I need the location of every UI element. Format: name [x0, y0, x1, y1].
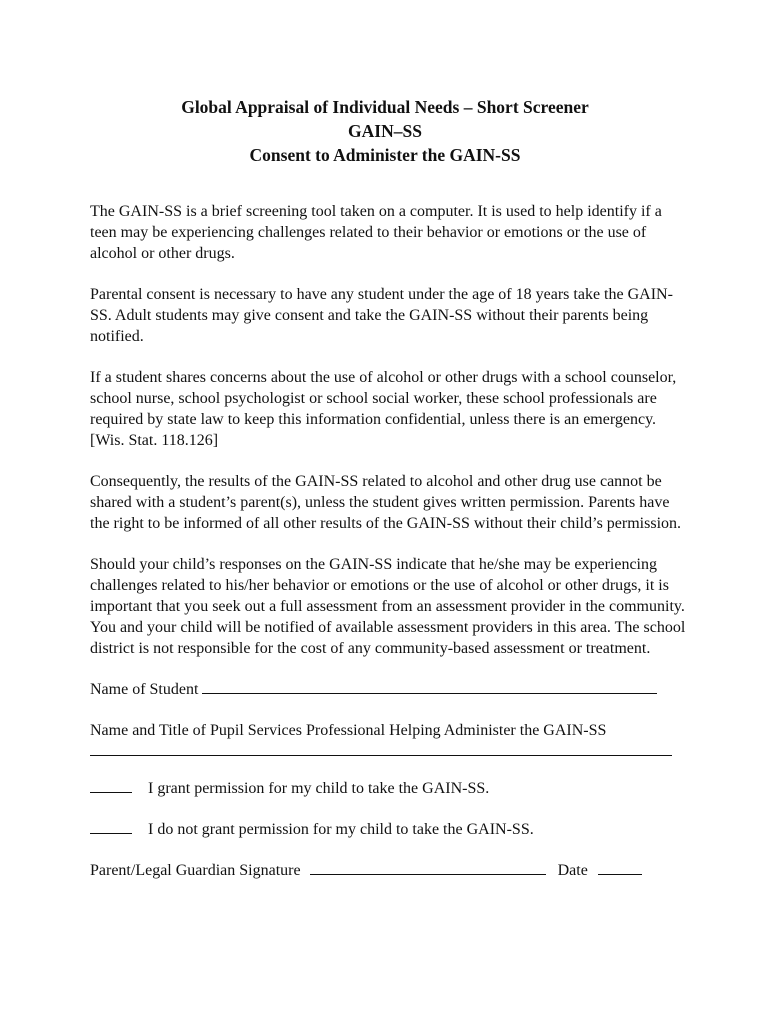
- document-body: [90, 201, 690, 901]
- grant-permission-blank[interactable]: [90, 778, 132, 793]
- paragraph-intro: The GAIN-SS is a brief screening tool taken on a computer. It is used to help identify if a teen may be experiencing challenges related to their behavior or emotions or the use of alcohol or other drugs.: [90, 203, 662, 262]
- date-label: Date: [557, 862, 588, 879]
- title-line-1: Global Appraisal of Individual Needs – Short Screener: [181, 97, 589, 117]
- professional-field: [90, 720, 690, 756]
- deny-permission-option: [90, 819, 690, 840]
- paragraph-confidentiality: If a student shares concerns about the use of alcohol or other drugs with a school counselor, school nurse, school psychologist or school social worker, these school professionals are required by state law to keep this information confidential, unless there is an emergency. [Wis. Stat. 118.126]: [90, 369, 677, 449]
- student-name-field: [90, 679, 690, 700]
- title-line-2: GAIN–SS: [348, 121, 422, 141]
- signature-label: Parent/Legal Guardian Signature: [90, 862, 301, 879]
- paragraph-assessment-referral: Should your child’s responses on the GAIN-SS indicate that he/she may be experiencing challenges related to his/her behavior or emotions or the use of alcohol or other drugs, it is important that you seek out a full assessment from an assessment provider in the community. You and your child will be notified of available assessment providers in this area. The school district is not responsible for the cost of any community-based assessment or treatment.: [90, 556, 686, 657]
- deny-permission-label: I do not grant permission for my child to take the GAIN-SS.: [148, 821, 534, 838]
- student-name-label: Name of Student: [90, 681, 199, 698]
- grant-permission-option: [90, 778, 690, 799]
- document-title: [0, 95, 770, 167]
- professional-blank[interactable]: [90, 741, 672, 756]
- professional-label: Name and Title of Pupil Services Professional Helping Administer the GAIN-SS: [90, 722, 607, 739]
- date-blank[interactable]: [598, 860, 642, 875]
- paragraph-parental-consent: Parental consent is necessary to have any student under the age of 18 years take the GAIN-SS. Adult students may give consent and take the GAIN-SS without their parents being notified.: [90, 286, 673, 345]
- student-name-blank[interactable]: [202, 679, 657, 694]
- title-line-3: Consent to Administer the GAIN-SS: [249, 145, 521, 165]
- paragraph-results-sharing: Consequently, the results of the GAIN-SS related to alcohol and other drug use cannot be shared with a student’s parent(s), unless the student gives written permission. Parents have the right to be informed of all other results of the GAIN-SS without their child’s permission.: [90, 473, 682, 532]
- signature-blank[interactable]: [310, 860, 546, 875]
- deny-permission-blank[interactable]: [90, 819, 132, 834]
- signature-field: [90, 860, 690, 881]
- grant-permission-label: I grant permission for my child to take the GAIN-SS.: [148, 780, 490, 797]
